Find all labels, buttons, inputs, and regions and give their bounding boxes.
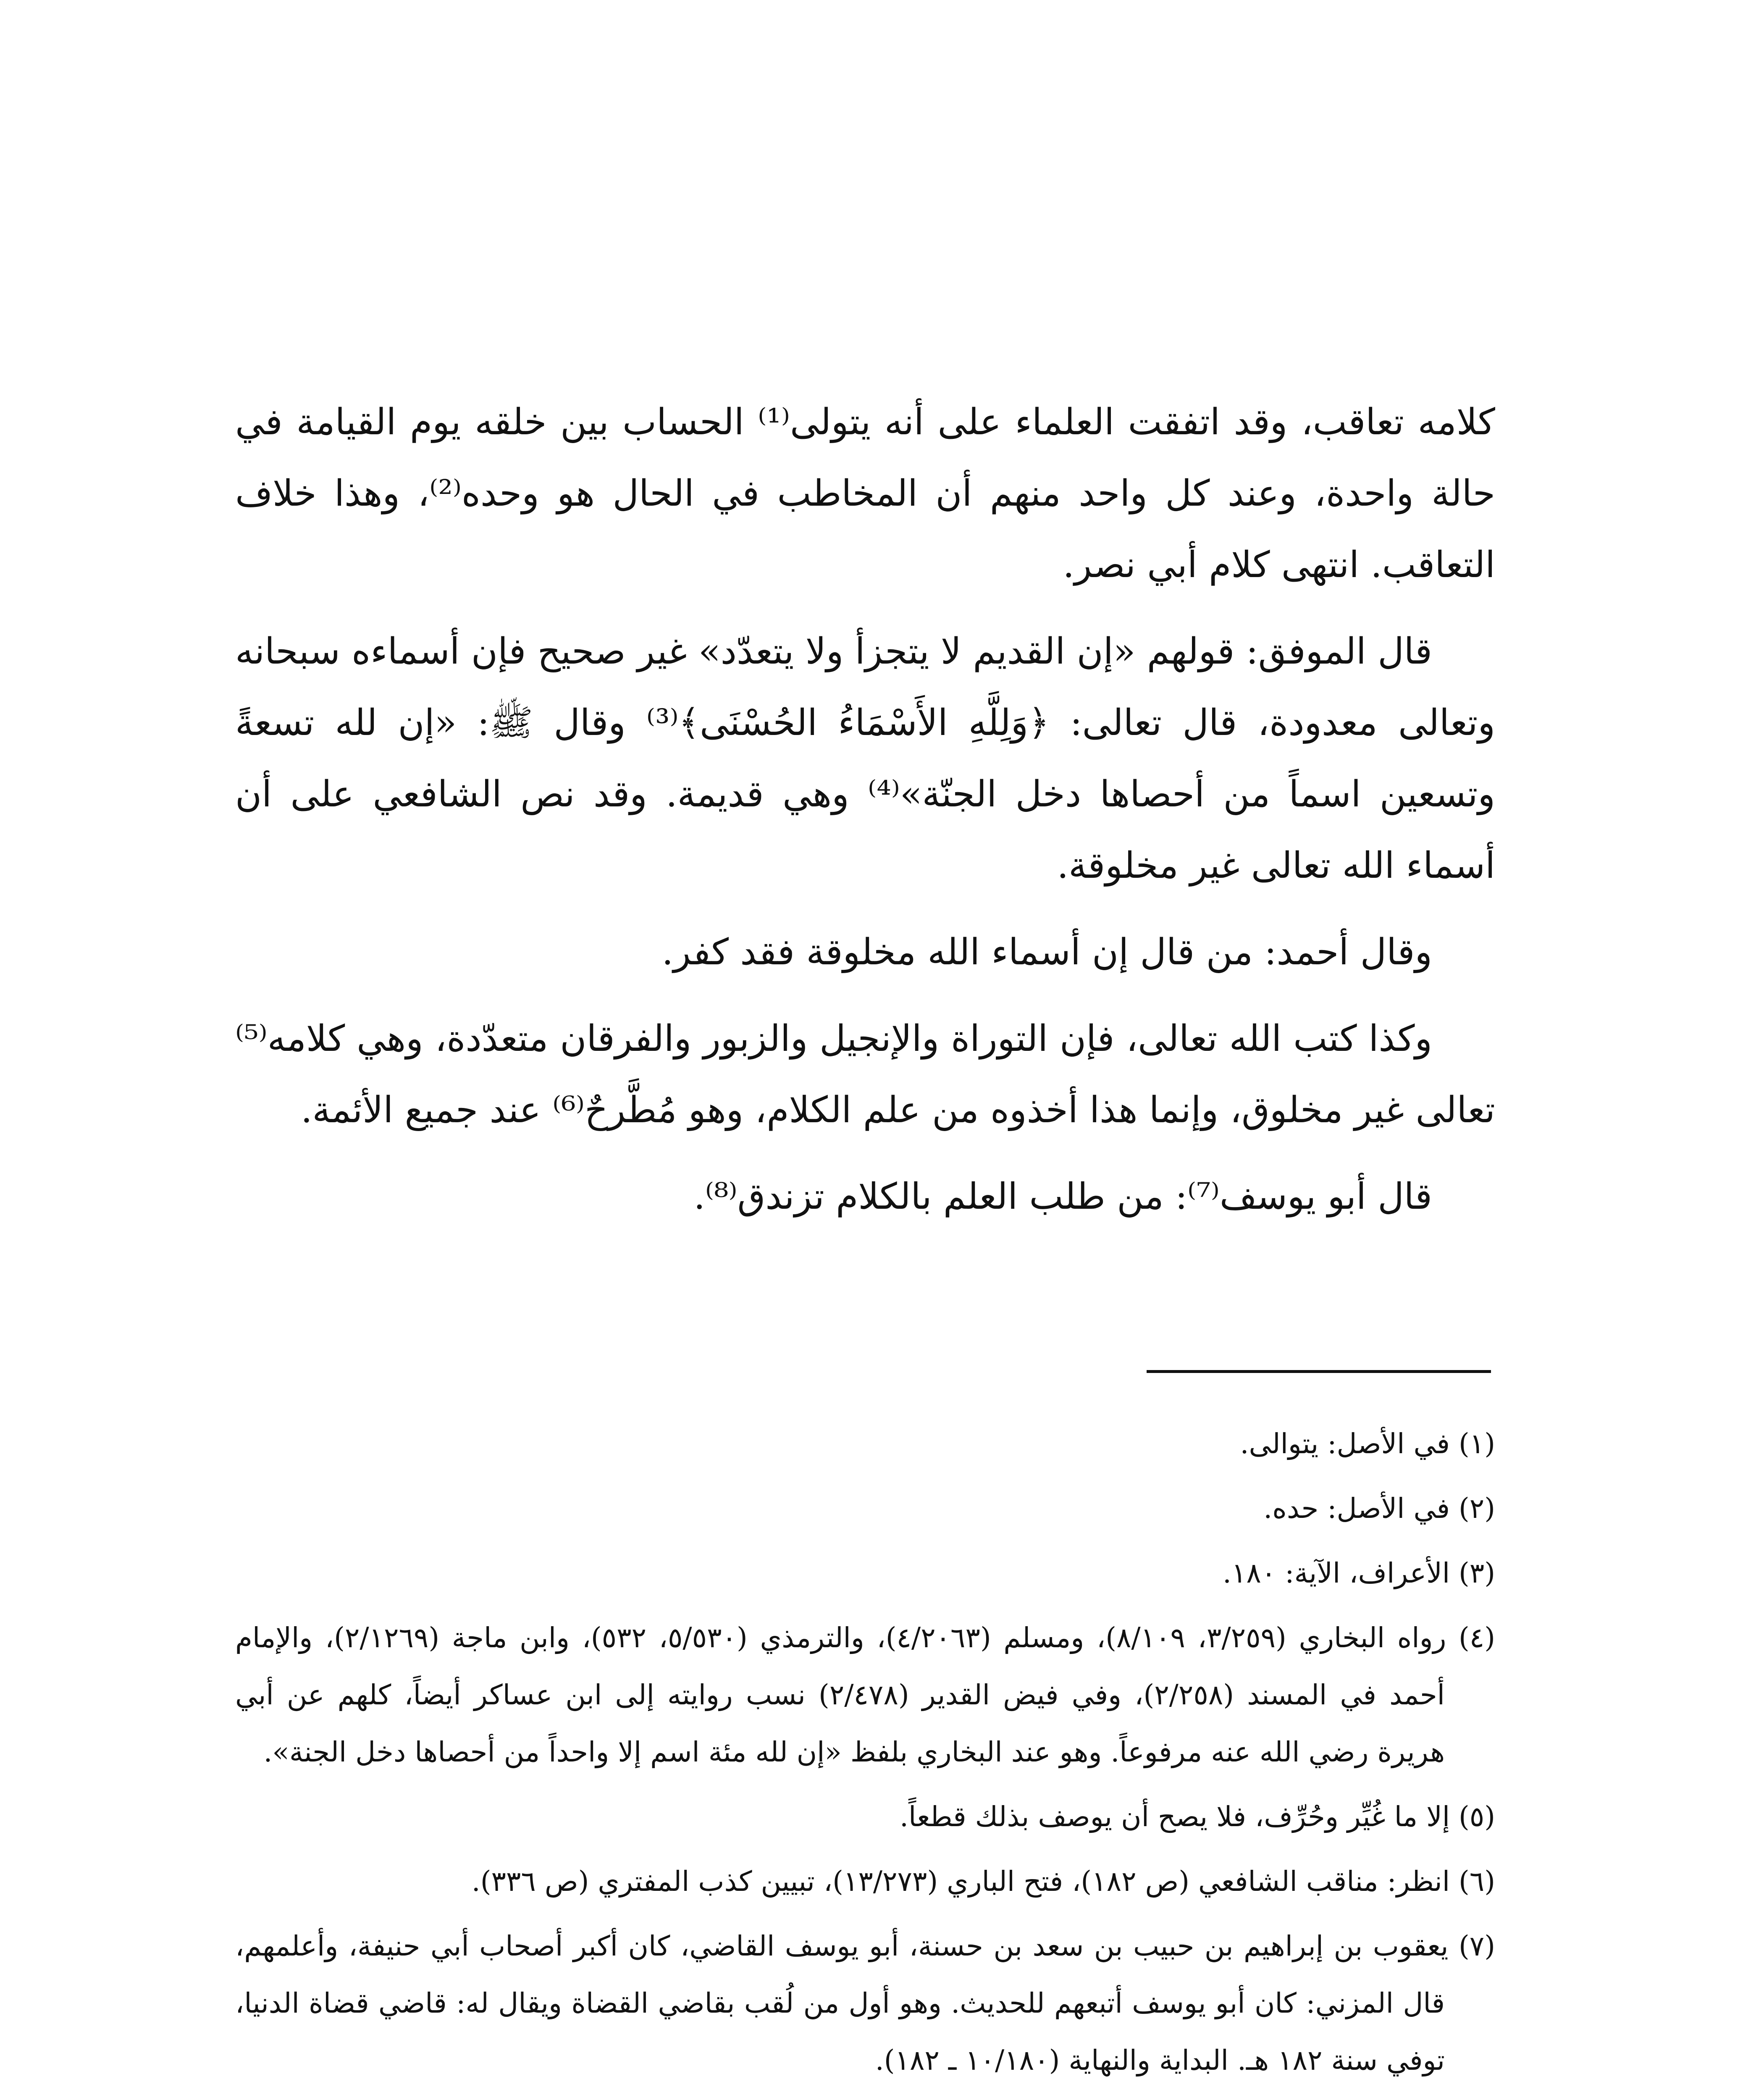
paragraph: وقال أحمد: من قال إن أسماء الله مخلوقة فقد كفر. — [662, 931, 1432, 973]
footnote: (٦) انظر: مناقب الشافعي (ص ١٨٢)، فتح الباري (١٣/٢٧٣)، تبيين كذب المفتري (ص ٣٣٦). — [471, 1865, 1495, 1898]
footnote: (٥) إلا ما غُيِّر وحُرِّف، فلا يصح أن يوصف بذلك قطعاً. — [900, 1801, 1495, 1833]
main-text-body — [235, 386, 1495, 1247]
footnote: (٢) في الأصل: حده. — [1263, 1492, 1495, 1525]
footnotes-section — [235, 1415, 1495, 2100]
footnote-divider — [1147, 1370, 1491, 1373]
footnote: (٧) يعقوب بن إبراهيم بن حبيب بن سعد بن حسنة، أبو يوسف القاضي، كان أكبر أصحاب أبي حنيفة، وأعلمهم، قال المزني: كان أبو يوسف أتبعهم للحديث. وهو أول من لُقب بقاضي القضاة ويقال له: قاضي قضاة الدنيا، توفي سنة ١٨٢ هـ. البداية والنهاية (١٠/١٨٠ ـ ١٨٢). — [235, 1930, 1495, 2076]
footnote: (٣) الأعراف، الآية: ١٨٠. — [1222, 1557, 1495, 1589]
paragraph: وكذا كتب الله تعالى، فإن التوراة والإنجيل والزبور والفرقان متعدّدة، وهي كلامه⁽⁵⁾ تعالى غير مخلوق، وإنما هذا أخذوه من علم الكلام، وهو مُطَّرحٌ⁽⁶⁾ عند جميع الأئمة. — [235, 1018, 1495, 1131]
footnote: (١) في الأصل: يتوالى. — [1240, 1428, 1495, 1460]
footnote — [235, 2097, 1495, 2100]
paragraph: قال أبو يوسف⁽⁷⁾: من طلب العلم بالكلام تزندق⁽⁸⁾. — [693, 1176, 1432, 1218]
footnote: (٤) رواه البخاري (٣/٢٥٩، ٨/١٠٩)، ومسلم (٤/٢٠٦٣)، والترمذي (٥/٥٣٠، ٥٣٢)، وابن ماجة (٢/١٢٦٩)، والإمام أحمد في المسند (٢/٢٥٨)، وفي فيض القدير (٢/٤٧٨) نسب روايته إلى ابن عساكر أيضاً، كلهم عن أبي هريرة رضي الله عنه مرفوعاً. وهو عند البخاري بلفظ «إن لله مئة اسم إلا واحداً من أحصاها دخل الجنة». — [235, 1622, 1495, 1768]
paragraph: قال الموفق: قولهم «إن القديم لا يتجزأ ولا يتعدّد» غير صحيح فإن أسماءه سبحانه وتعالى معدودة، قال تعالى: ﴿وَلِلَّهِ الأَسْمَاءُ الحُسْنَى﴾⁽³⁾ وقال ﷺ: «إن لله تسعةً وتسعين اسماً من أحصاها دخل الجنّة»⁽⁴⁾ وهي قديمة. وقد نص الشافعي على أن أسماء الله تعالى غير مخلوقة. — [235, 630, 1495, 887]
paragraph: كلامه تعاقب، وقد اتفقت العلماء على أنه يتولى⁽¹⁾ الحساب بين خلقه يوم القيامة في حالة واحدة، وعند كل واحد منهم أن المخاطب في الحال هو وحده⁽²⁾، وهذا خلاف التعاقب. انتهى كلام أبي نصر. — [235, 401, 1496, 586]
